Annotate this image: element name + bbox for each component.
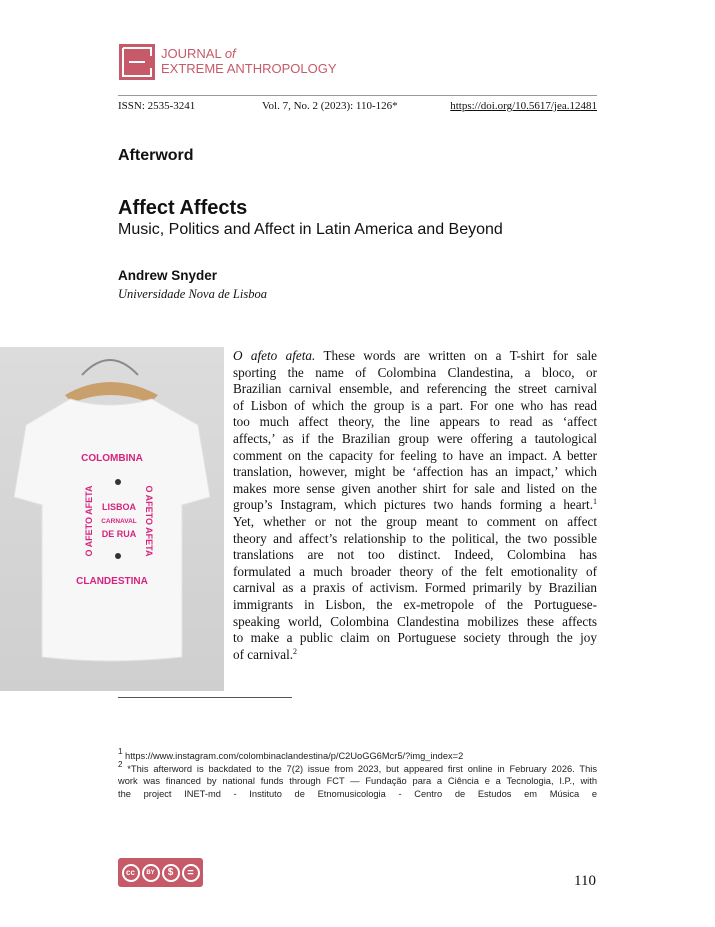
shirt-text-bottom: CLANDESTINA — [76, 576, 148, 587]
shirt-text-right: O AFETO AFETA — [144, 485, 154, 557]
footnote-rule — [118, 697, 292, 698]
text-line: immigrants in Lisbon, the ex-metropole of the Portuguese- — [233, 596, 597, 612]
text-line: carnival as a praxis of activism. Formed primarily by Brazilian — [233, 580, 597, 596]
footnote-2: $^2$ *This afterword is backdated to the 7(2) issue from 2023, but appeared first online in February 2026. This — [118, 759, 597, 774]
body-paragraph — [233, 348, 597, 663]
shirt-text-top: COLOMBINA — [81, 453, 143, 464]
footnote-ref-1[interactable]: 1 — [593, 497, 597, 507]
journal-name-line2: EXTREME ANTHROPOLOGY — [161, 61, 337, 76]
journal-logo-icon — [119, 44, 155, 80]
heart-hands-icon — [115, 479, 121, 485]
author-name: Andrew Snyder — [118, 268, 218, 283]
header-rule — [118, 95, 597, 96]
tshirt-photo — [0, 347, 224, 691]
text-line: Yet, whether or not the group meant to comment on affect — [233, 513, 597, 529]
text-line: Brazilian carnival ensemble, and referencing the street carnival — [233, 381, 597, 397]
hanger-hook-icon — [82, 360, 138, 375]
text-line: group’s Instagram, which pictures two hands forming a heart.$^1$ — [233, 497, 597, 513]
noderivatives-icon: = — [182, 864, 200, 882]
text-line: of carnival.$^2$ — [233, 646, 298, 662]
text-line: translations are not too distinct. Indeed, Colombina has — [233, 547, 597, 563]
cc-license-badge[interactable] — [118, 858, 203, 887]
text-line: of Lisbon of which the group is a part. For one who has read — [233, 397, 597, 413]
doi-link[interactable]: https://doi.org/10.5617/jea.12481 — [450, 100, 597, 112]
text-line: makes more sense given another shirt for sale and listed on the — [233, 480, 597, 496]
shirt-text-left: O AFETO AFETA — [84, 485, 94, 557]
footnote-2-cont: the project INET-md - Instituto de Etnomusicologia - Centro de Estudos em Música e — [118, 788, 597, 799]
noncommercial-icon: $ — [162, 864, 180, 882]
footnote-2-cont: work was financed by national funds through FCT — Fundação para a Ciência e a Tecnologia, I.P., with — [118, 776, 597, 787]
text-line: speaking world, Colombina Clandestina mobilizes these affects — [233, 613, 597, 629]
text-line: sporting the name of Colombina Clandestina, a bloco, or — [233, 364, 597, 380]
text-line: to make a public claim on Portuguese society through the joy — [233, 630, 597, 646]
footnote-1: $^1$ https://www.instagram.com/colombinaclandestina/p/C2UoGG6Mcr5/?img_index=2 — [118, 747, 464, 761]
issn: ISSN: 2535-3241 — [118, 100, 196, 112]
journal-name-line1: JOURNAL of — [161, 46, 236, 61]
article-title: Affect Affects — [118, 197, 248, 219]
page-number: 110 — [574, 873, 596, 889]
shirt-text-center-1: LISBOA — [101, 502, 137, 512]
text-line: translation, however, might be ‘affection has an impact,’ which — [233, 464, 597, 480]
text-line: O afeto afeta. These words are written on a T-shirt for sale — [233, 348, 597, 363]
volume-info: Vol. 7, No. 2 (2023): 110-126* — [262, 100, 398, 112]
hanger-icon — [65, 382, 158, 403]
footnotes — [118, 747, 597, 800]
text-line: comment on the capacity for feeling to have an impact. A better — [233, 447, 597, 463]
author-affiliation: Universidade Nova de Lisboa — [118, 287, 267, 301]
text-line: formulated a much broader theory of the felt emotionality of — [233, 563, 597, 579]
cc-icon: cc — [122, 864, 140, 882]
attribution-icon: BY — [142, 864, 160, 882]
article-subtitle: Music, Politics and Affect in Latin America and Beyond — [118, 221, 503, 238]
text-line: theory and affect’s relationship to the political, the two possible — [233, 530, 597, 546]
heart-hands-icon — [115, 553, 121, 559]
shirt-text-center-2: CARNAVAL — [101, 518, 137, 525]
footnote-ref-2[interactable]: 2 — [293, 646, 298, 656]
text-line: affects,’ as if the Brazilian group were offering a tautological — [233, 430, 597, 446]
shirt-text-center-3: DE RUA — [101, 529, 137, 539]
footnote-1-link[interactable]: https://www.instagram.com/colombinaclandestina/p/C2UoGG6Mcr5/?img_index=2 — [122, 751, 464, 761]
text-line: too much affect theory, the line appears to read as ‘affect — [233, 414, 597, 430]
section-label: Afterword — [118, 147, 194, 164]
